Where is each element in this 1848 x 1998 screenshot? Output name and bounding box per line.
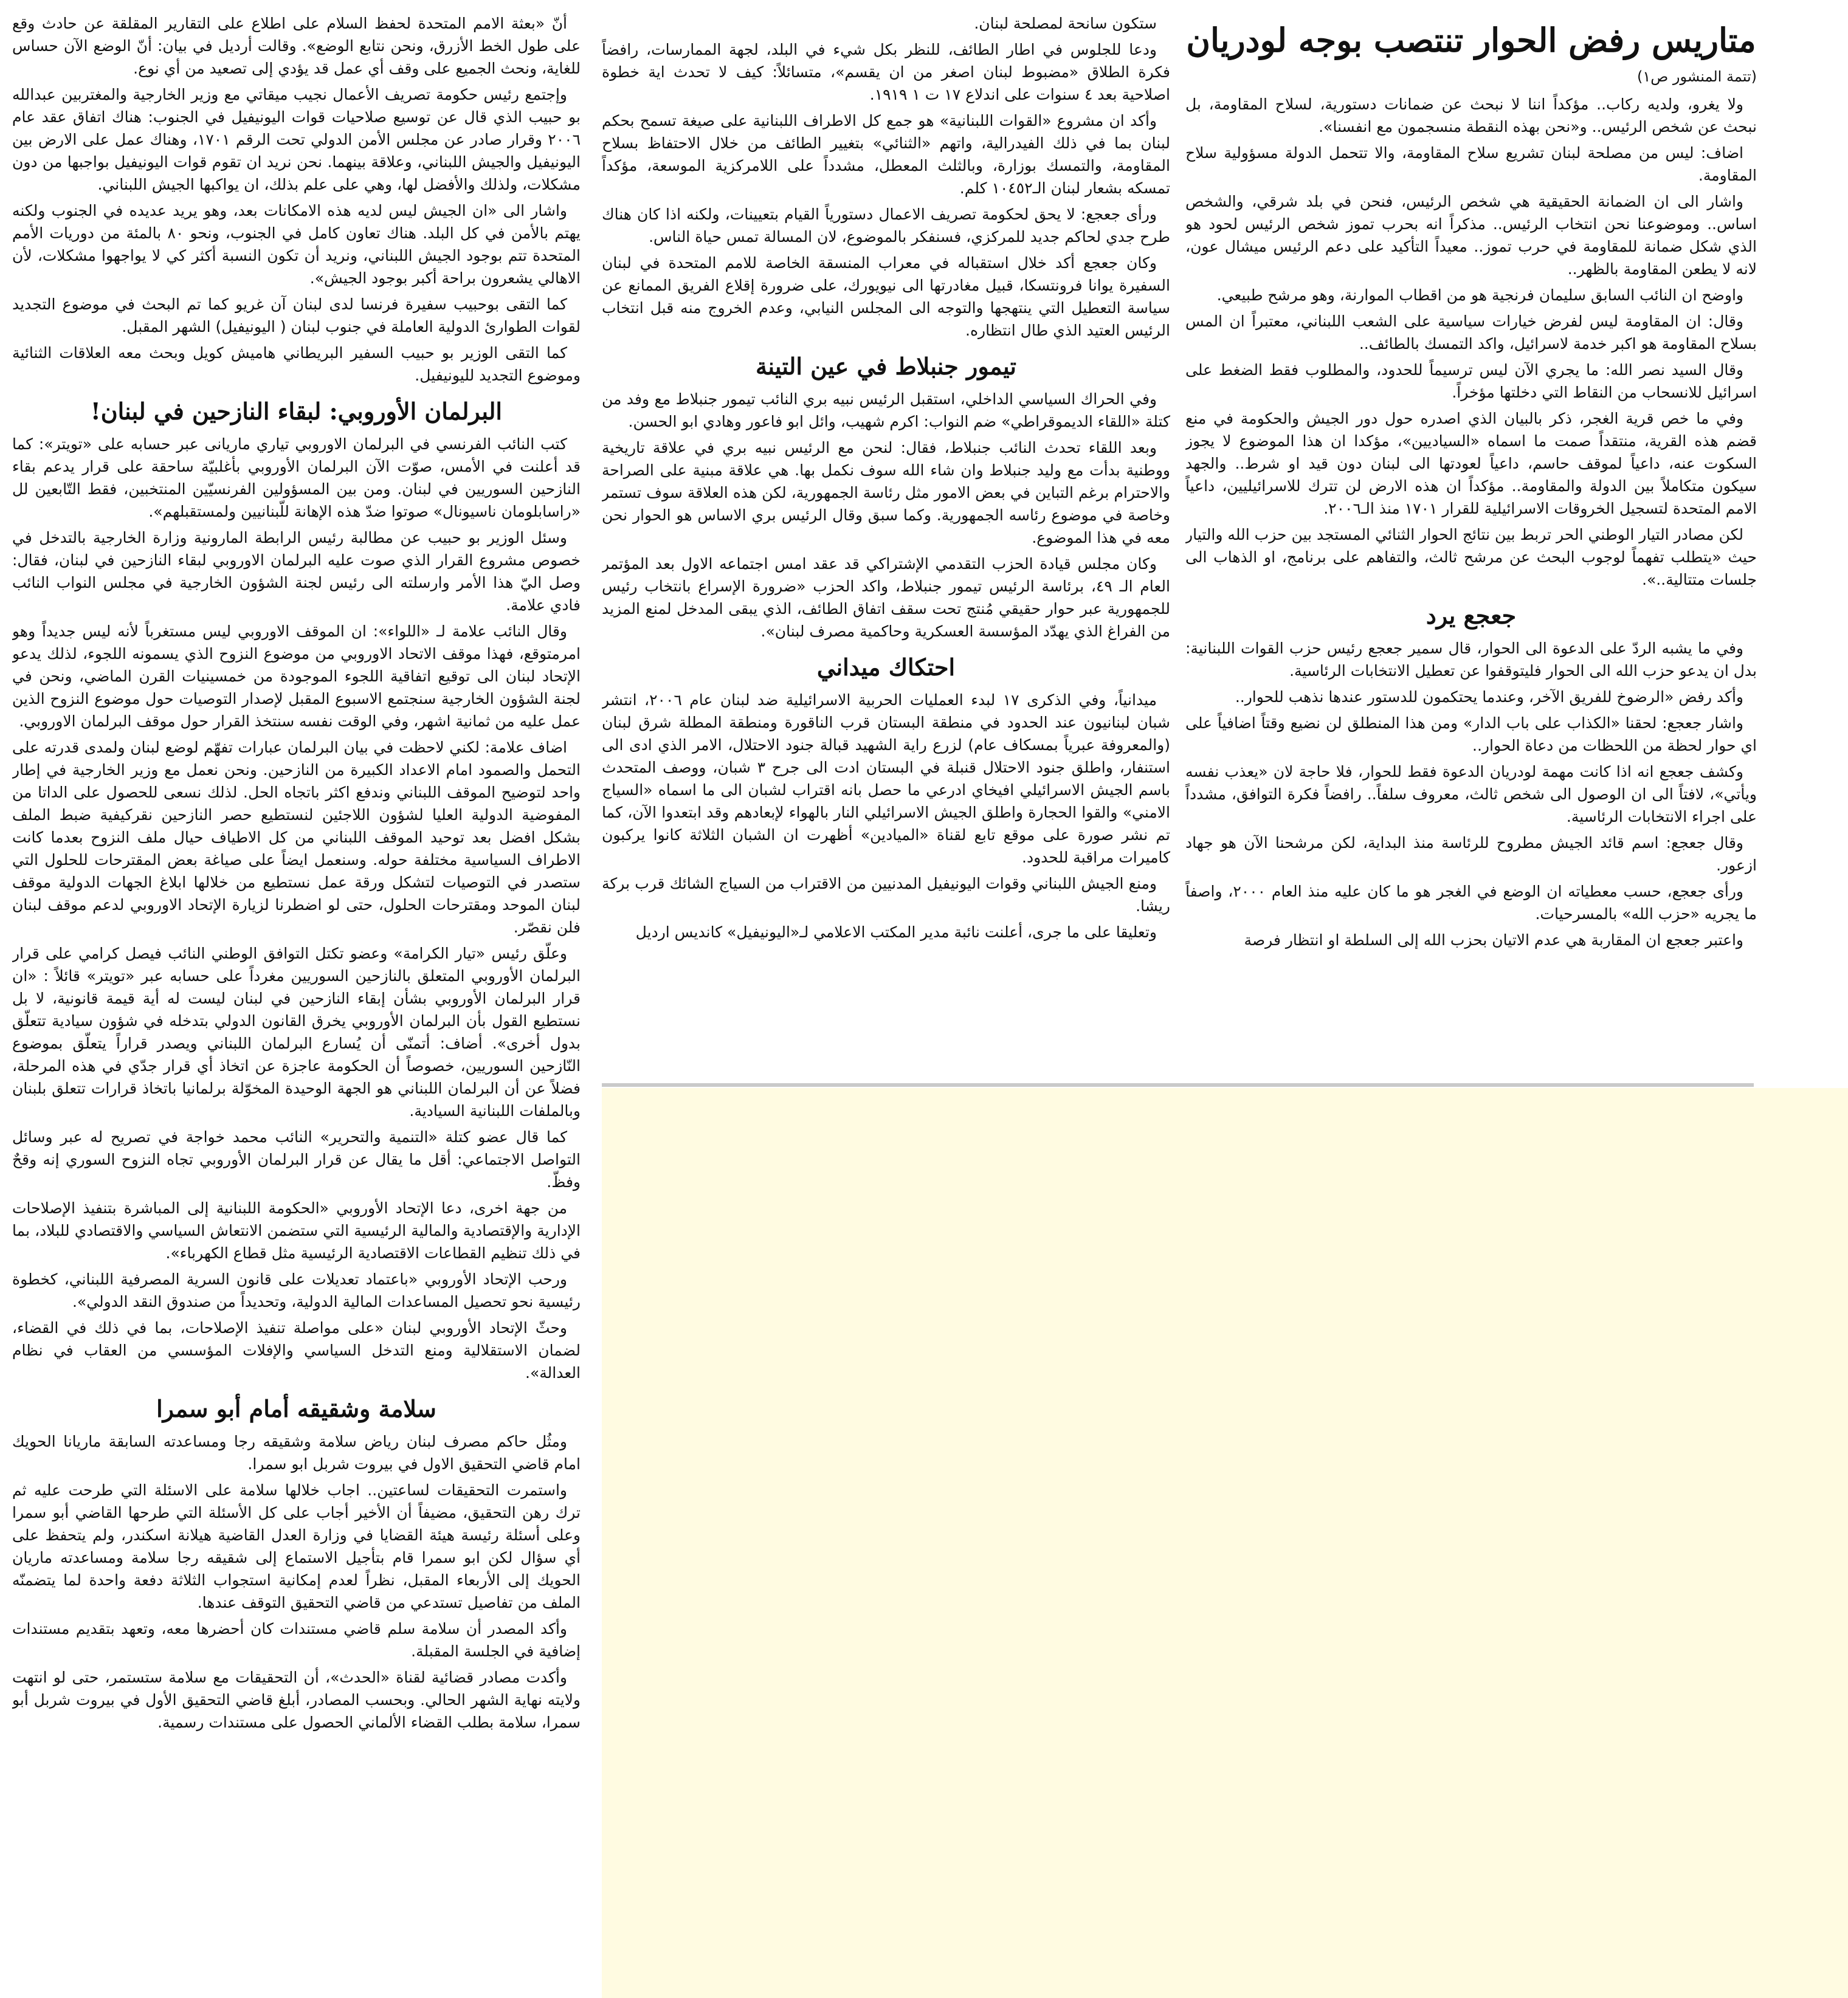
paragraph: وقال السيد نصر الله: ما يجري الآن ليس ترسيماً للحدود، والمطلوب فقط الضغط على اسرائيل للانسحاب من النقاط التي دخلتها مؤخراً. — [1185, 361, 1757, 401]
article-column-middle — [602, 12, 1170, 1076]
section-heading: سلامة وشقيقه أمام أبو سمرا — [156, 1395, 436, 1422]
paragraph: وقال النائب علامة لـ «اللواء»: ان الموقف الاوروبي ليس مستغرباً لأنه ليس جديداً وهو امرمتوقع، فهذا موقف الاتحاد الاوروبي من موضوع النزوح الذي يسمونه اللجوء، لذلك يدعو الإتحاد لبنان الى توقيع اتفاقية اللجوء الموجودة من خمسينيات القرن الماضي، ونحن في لجنة الشؤون الخارجية سنجتمع الاسبوع المقبل لإصدار التوصيات حول موضوع النزوح الذين عمل عليه من ثمانية اشهر، وفي الوقت نفسه سنتخذ القرار حول موقف البرلمان الاوروبي. — [12, 622, 581, 730]
paragraph: واشار الى ان الضمانة الحقيقية هي شخص الرئيس، فنحن في بلد شرقي، والشخص اساس.. وموضوعنا نحن انتخاب الرئيس.. مذكراً انه بحرب تموز شخص الرئيس لحود هو الذي شكل ضمانة للمقاومة في حرب تموز.. معيداً التأكيد على دعم الرئيس ميشال عون، لانه لا يطعن المقاومة بالظهر.. — [1185, 193, 1757, 278]
article-column-left — [12, 12, 581, 1988]
paragraph: ومنع الجيش اللبناني وقوات اليونيفيل المدنيين من الاقتراب من السياج الشائك قرب بركة ريشا. — [602, 875, 1170, 915]
paragraph: وحثّ الإتحاد الأوروبي لبنان «على مواصلة تنفيذ الإصلاحات، بما في ذلك في القضاء، لضمان الاستقلالية ومنع التدخل السياسي والإفلات المؤسسي من العقاب في نظام العدالة». — [12, 1319, 581, 1382]
paragraph: اضاف علامة: لكني لاحظت في بيان البرلمان عبارات تفهّم لوضع لبنان ولمدى قدرته على التحمل والصمود امام الاعداد الكبيرة من النازحين. ونحن نعمل مع وزير الخارجية في إطار واحد لتوضيح الموقف اللبناني وندفع اكثر باتجاه الحل. لذلك نسعى للحصول على الداتا من المفوضية الدولية العليا لشؤون اللاجئين لنستطيع حصر النازحين نقركيفية ضبط الملف بشكل افضل بعد توحيد الموقف اللبناني من كل الاطياف حيال ملف النزوح بعدما كانت الاطراف السياسية مختلفة حوله. وسنعمل ايضاً على صياغة بعض المقترحات للحلول التي ستصدر في التوصيات لتشكل ورقة عمل نستطيع من خلالها ابلاغ الجهات الدولية موقف لبنان الموحد ومقترحات الحلول، حتى لو اضطرنا لزيارة الإتحاد الاوروبي لدعم موقف لبنان فلن نقصّر. — [12, 739, 581, 936]
column-divider-rule — [602, 1083, 1754, 1087]
section-heading: تيمور جنبلاط في عين التينة — [756, 353, 1016, 380]
article-column-right — [1185, 12, 1757, 1076]
paragraph: لكن مصادر التيار الوطني الحر تربط بين نتائج الحوار الثنائي المستجد بين حزب الله والتيار حيث «يتطلب تفهماً لوجوب البحث عن مرشح ثالث، والتفاهم على برنامج، او الذهاب الى جلسات متتالية..». — [1185, 526, 1757, 588]
section-heading: جعجع يرد — [1426, 602, 1517, 629]
paragraph: وأكد ان مشروع «القوات اللبنانية» هو جمع كل الاطراف اللبنانية على صيغة تسمح بحكم لبنان بما في ذلك الفيدرالية، واتهم «الثنائي» بتغيير الطائف من خلال الاحتفاظ بسلاح المقاومة، والتمسك بوزارة، وبالثلث المعطل، مشدداً على اللامركزية الموسعة، مؤكداً تمسكه بشعار لبنان الـ١٠٤٥٢ كلم. — [602, 112, 1170, 197]
paragraph: وأكد المصدر أن سلامة سلم قاضي مستندات كان أحضرها معه، وتعهد بتقديم مستندات إضافية في الجلسة المقبلة. — [12, 1620, 581, 1660]
paragraph: ودعا للجلوس في اطار الطائف، للنظر بكل شيء في البلد، لجهة الممارسات، رافضاً فكرة الطلاق «مضبوط لبنان اصغر من ان يقسم»، متسائلاً: كيف لا تحدث اية خطوة اصلاحية بعد ٤ سنوات على اندلاع ١٧ ت ١ ١٩١٩. — [602, 41, 1170, 103]
paragraph: وقال: ان المقاومة ليس لفرض خيارات سياسية على الشعب اللبناني، معتبراً ان المس بسلاح المقاومة هو اكبر خدمة لاسرائيل، واكد التمسك بالطائف.. — [1185, 312, 1757, 353]
paragraph: كتب النائب الفرنسي في البرلمان الاوروبي تياري ماريانى عبر حسابه على «تويتر»: كما قد أعلنت في الأمس، صوّت الآن البرلمان الأوروبي بأغلبيّة ساحقة على قرار يدعم بقاء النازحين السوريين في لبنان. ومن بين المسؤولين الفرنسيّين المنتخبين، فقط التّابعين لل «راسابلومان ناسيونال» صوتوا ضدّ هذه الإهانة للّبنانيين ولمستقبلهم». — [12, 435, 581, 520]
paragraph: كما التقى بوحبيب سفيرة فرنسا لدى لبنان آن غريو كما تم البحث في موضوع التجديد لقوات الطوارئ الدولية العاملة في جنوب لبنان ( اليونيفيل) الشهر المقبل. — [12, 295, 581, 336]
paragraph: وأكدت مصادر قضائية لقناة «الحدث»، أن التحقيقات مع سلامة ستستمر، حتى لو انتهت ولايته نهاية الشهر الحالي. وبحسب المصادر، أبلغ قاضي التحقيق الأول في بيروت شربل أبو سمرا، سلامة بطلب القضاء الألماني الحصول على مستندات رسمية. — [12, 1669, 581, 1731]
paragraph: وفي ما خص قرية الغجر، ذكر بالبيان الذي اصدره حول دور الجيش والحكومة في منع قضم هذه القرية، منتقداً صمت ما اسماه «السياديين»، مؤكدا ان هذا الموضوع لا يجوز السكوت عنه، داعياً لموقف حاسم، داعياً لعودتها الى لبنان دون قيد او شرط.. والجهد سيكون متكاملاً بين الدولة والمقاومة.. مؤكداً ان هذه الارض لن تترك للاسرائيليين، داعياً الامم المتحدة لتسجيل الخروقات الاسرائيلية للقرار ١٧٠١ منذ الـ٢٠٠٦. — [1185, 410, 1757, 517]
section-heading: البرلمان الأوروبي: لبقاء النازحين في لبنان! — [91, 398, 502, 425]
paragraph: وسئل الوزير بو حبيب عن مطالبة رئيس الرابطة المارونية وزارة الخارجية بالتدخل في خصوص مشروع القرار الذي صوت عليه البرلمان الاوروبي لبقاء النازحين في لبنان، فقال: وصل اليّ هذا الأمر وارسلته الى رئيس لجنة الشؤون الخارجية في مجلس النواب النائب فادي علامة. — [12, 529, 581, 614]
paragraph: وبعد اللقاء تحدث النائب جنبلاط، فقال: لنحن مع الرئيس نبيه بري في علاقة تاريخية ووطنية بدأت مع وليد جنبلاط وان شاء الله سوف نكمل بها. هي علاقة مبنية على الصراحة والاحترام برغم التباين في بعض الامور مثل رئاسة الجمهورية، لكن هذه العلاقة سوف تستمر وخاصة في موضوع رئاسه الجمهورية. وكما سبق وقال الرئيس بري الاساس هو الحوار نحن معه في هذا الموضوع. — [602, 439, 1170, 546]
paragraph: ولا يغرو، ولديه ركاب.. مؤكداً اننا لا نبحث عن ضمانات دستورية، لسلاح المقاومة، بل نبحث عن شخص الرئيس.. و«نحن بهذه النقطة منسجمون مع انفسنا». — [1185, 95, 1757, 136]
yellow-background-block — [602, 1088, 1848, 1998]
paragraph: ورأى جعجع: لا يحق لحكومة تصريف الاعمال دستورياً القيام بتعيينات، ولكنه اذا كان هناك طرح جدي لحاكم جديد للمركزي، فسنفكر بالموضوع، لان المسالة تمس حياة الناس. — [602, 205, 1170, 246]
section-heading: احتكاك ميداني — [816, 653, 956, 681]
paragraph: كما قال عضو كتلة «التنمية والتحرير» النائب محمد خواجة في تصريح له عبر وسائل التواصل الاجتماعي: أقل ما يقال عن قرار البرلمان الأوروبي تجاه النزوح السوري إنه وقحٌ وفظّ. — [12, 1128, 581, 1191]
paragraph: ستكون سانحة لمصلحة لبنان. — [974, 15, 1157, 32]
column-body — [1185, 93, 1757, 951]
paragraph: وفي ما يشبه الردّ على الدعوة الى الحوار، قال سمير جعجع رئيس حزب القوات اللبنانية: بدل ان يدعو حزب الله الى الحوار فليتوقفوا عن تعطيل الانتخابات الرئاسية. — [1185, 639, 1757, 680]
paragraph: ميدانياً، وفي الذكرى ١٧ لبدء العمليات الحربية الاسرائيلية ضد لبنان عام ٢٠٠٦، انتشر شبان لبنانيون عند الحدود في منطقة البستان قرب الناقورة ومنطقة المطلة شرق لبنان (والمعروفة عبرياً بمسكاف عام) لزرع راية الشهيد قبالة جنود الاحتلال، الامر الذي ادى الى استنفار، واطلق جنود الاحتلال قنبلة في البستان ادت الى جرح ٣ شبان، ووصف المتحدث باسم الجيش الاسرائيلي افيخاي ادرعي ما حصل بانه اقتراب لشبان الى ما اسماه «السياج الامني» والقوا الحجارة واطلق الجيش الاسرائيلي النار بالهواء لإبعادهم وقد ابتعدوا الآن، كما تم نشر صورة على موقع تابع لقناة «الميادين» أظهرت ان الشبان الثلاثة كانوا يركبون كاميرات مراقبة للحدود. — [602, 691, 1170, 866]
paragraph: وقال جعجع: اسم قائد الجيش مطروح للرئاسة منذ البداية، لكن مرشحنا الآن هو جهاد ازعور. — [1185, 834, 1757, 874]
headline: متاريس رفض الحوار تنتصب بوجه لودريان — [1186, 21, 1756, 60]
paragraph: وكان مجلس قيادة الحزب التقدمي الإشتراكي قد عقد امس اجتماعه الاول بعد المؤتمر العام الـ ٤٩، برئاسة الرئيس تيمور جنبلاط، واكد الحزب «ضرورة الإسراع بانتخاب رئيس للجمهورية عبر حوار حقيقي مُنتج تحت سقف اتفاق الطائف، الذي يبقى المدخل لمنع المزيد من الفراغ الذي يهدّد المؤسسة العسكرية وحاكمية مصرف لبنان». — [602, 555, 1170, 640]
paragraph: أنّ «بعثة الامم المتحدة لحفظ السلام على اطلاع على التقارير المقلقة عن حادث وقع على طول الخط الأزرق، ونحن نتابع الوضع». وقالت أرديل في بيان: أنّ الوضع الآن حساس للغاية، ونحث الجميع على وقف أي عمل قد يؤدي إلى تصعيد من أي نوع. — [12, 15, 581, 77]
dateline: (تتمة المنشور ص١) — [1636, 68, 1757, 85]
paragraph: من جهة اخرى، دعا الإتحاد الأوروبي «الحكومة اللبنانية إلى المباشرة بتنفيذ الإصلاحات الإدارية والإقتصادية والمالية الرئيسية التي ستضمن الانتعاش السياسي والاقتصادي للبلاد، بما في ذلك تنظيم القطاعات الاقتصادية الرئيسية مثل قطاع الكهرباء». — [12, 1199, 581, 1262]
paragraph: كما التقى الوزير بو حبيب السفير البريطاني هاميش كويل وبحث معه العلاقات الثنائية وموضوع التجديد لليونيفيل. — [12, 344, 581, 384]
paragraph: وأكد رفض «الرضوخ للفريق الآخر، وعندما يحتكمون للدستور عندها نذهب للحوار.. — [1235, 688, 1743, 706]
paragraph: اضاف: ليس من مصلحة لبنان تشريع سلاح المقاومة، والا تتحمل الدولة مسؤولية سلاح المقاومة. — [1185, 144, 1757, 184]
paragraph: ورأى جعجع، حسب معطياته ان الوضع في الغجر هو ما كان عليه منذ العام ٢٠٠٠، واصفاً ما يجريه «حزب الله» بالمسرحيات. — [1185, 883, 1757, 923]
paragraph: واشار جعجع: لحقنا «الكذاب على باب الدار» ومن هذا المنطلق لن نضيع وقتاً اضافياً على اي حوار لحظة من اللحظات من دعاة الحوار.. — [1185, 714, 1757, 754]
paragraph: وفي الحراك السياسي الداخلي، استقبل الرئيس نبيه بري النائب تيمور جنبلاط مع وفد من كتلة «اللقاء الديموقراطي» ضم النواب: اكرم شهيب، وائل ابو فاعور وهادي ابو الحسن. — [602, 390, 1170, 430]
paragraph: وتعليقا على ما جرى، أعلنت نائبة مدير المكتب الاعلامي لـ«اليونيفيل» كانديس ارديل — [635, 923, 1157, 941]
paragraph: ورحب الإتحاد الأوروبي «باعتماد تعديلات على قانون السرية المصرفية اللبناني، كخطوة رئيسية نحو تحصيل المساعدات المالية الدولية، وتحديداً من صندوق النقد الدولي». — [12, 1270, 581, 1311]
paragraph: وكشف جعجع انه اذا كانت مهمة لودريان الدعوة فقط للحوار، فلا حاجة لان «يعذب نفسه ويأتي»، لافتاً الى ان الوصول الى شخص ثالث، معروف سلفاً.. رافضاً فكرة التوافق، مشدداً على اجراء الانتخابات الرئاسية. — [1185, 763, 1757, 825]
paragraph: وكان جعجع أكد خلال استقباله في معراب المنسقة الخاصة للامم المتحدة في لبنان السفيرة يوانا فرونتسكا، قبيل مغادرتها الى نيويورك، على ضرورة إقلاع الفريق الممانع عن سياسة التعطيل التي ينتهجها والتوجه الى المجلس النيابي، وعدم الخروج منه قبل انتخاب الرئيس العتيد الذي طال انتظاره. — [602, 254, 1170, 339]
paragraph: وإجتمع رئيس حكومة تصريف الأعمال نجيب ميقاتي مع وزير الخارجية والمغتربين عبدالله بو حبيب الذي قال عن توسيع صلاحيات قوات اليونيفيل في الجنوب: هناك اتفاق عقد عام ٢٠٠٦ وقرار صادر عن مجلس الأمن الدولي تحت الرقم ١٧٠١، وهناك عمل على الارض بين اليونيفيل والجيش اللبناني، وعلاقة بينهما. نحن نريد ان تقوم قوات اليونيفيل بواجبها من دون مشكلات، ولذلك والأفضل لها، وهي على علم بذلك، ان يواكبها الجيش اللبناني. — [12, 86, 581, 193]
paragraph: واوضح ان النائب السابق سليمان فرنجية هو من اقطاب الموارنة، وهو مرشح طبيعي. — [1216, 286, 1743, 304]
paragraph: واشار الى «ان الجيش ليس لديه هذه الامكانات بعد، وهو يريد عديده في الجنوب ولكنه يهتم بالأمن في كل البلد. هناك تعاون كامل في الجنوب، ونحو ٨٠ بالمئة من دوريات الأمم المتحدة تتم بوجود الجيش اللبناني، ونريد أن تكون النسبة أكثر كي لا يواجهوا مشكلات، لأن الاهالي يشعرون براحة أكبر بوجود الجيش». — [12, 202, 581, 287]
paragraph: واعتبر جعجع ان المقاربة هي عدم الاتيان بحزب الله إلى السلطة او انتظار فرصة — [1244, 931, 1743, 949]
paragraph: وعلّق رئيس «تيار الكرامة» وعضو تكتل التوافق الوطني النائب فيصل كرامي على قرار البرلمان الأوروبي المتعلق بالنازحين السوريين مغرداً على حسابه عبر «تويتر» قائلاً : «ان قرار البرلمان الأوروبي بشأن إبقاء النازحين في لبنان ليست له أية قيمة قانونية، لا بل نستطيع القول بأن البرلمان الأوروبي يخرق القانون الدولي بتدخله في شؤون سيادية تتعلّق بدول أخرى». أضاف: أتمنّى أن يُسارع البرلمان اللبناني ويصدر قراراً يتعلّق بموضوع النّازحين السوريين، خصوصاً أن الحكومة عاجزة عن اتخاذ أي قرار جدّي في هذه المرحلة، فضلاً عن أن البرلمان اللبناني هو الجهة الوحيدة المخوّلة برلمانيا باتخاذ قرارات تتعلق بلبنان وبالملفات اللبنانية السيادية. — [12, 945, 581, 1120]
paragraph: واستمرت التحقيقات لساعتين.. اجاب خلالها سلامة على الاسئلة التي طرحت عليه ثم ترك رهن التحقيق، مضيفاً أن الأخير أجاب على كل الأسئلة التي طرحها القاضي أبو سمرا وعلى أسئلة رئيسة هيئة القضايا في وزارة العدل القاضية هيلانة اسكندر، ولم يتحفظ على أي سؤال لكن ابو سمرا قام بتأجيل الاستماع إلى شقيقه رجا سلامة ومساعدته ماريان الحويك إلى الأربعاء المقبل، نظراً لعدم إمكانية استجواب الثلاثة دفعة واحدة لما يتضمنّه الملف من تفاصيل تستدعي من قاضي التحقيق التوقف عندها. — [12, 1481, 581, 1611]
paragraph: ومثُل حاكم مصرف لبنان رياض سلامة وشقيقه رجا ومساعدته السابقة ماريانا الحويك امام قاضي التحقيق الاول في بيروت شربل ابو سمرا. — [12, 1433, 581, 1473]
